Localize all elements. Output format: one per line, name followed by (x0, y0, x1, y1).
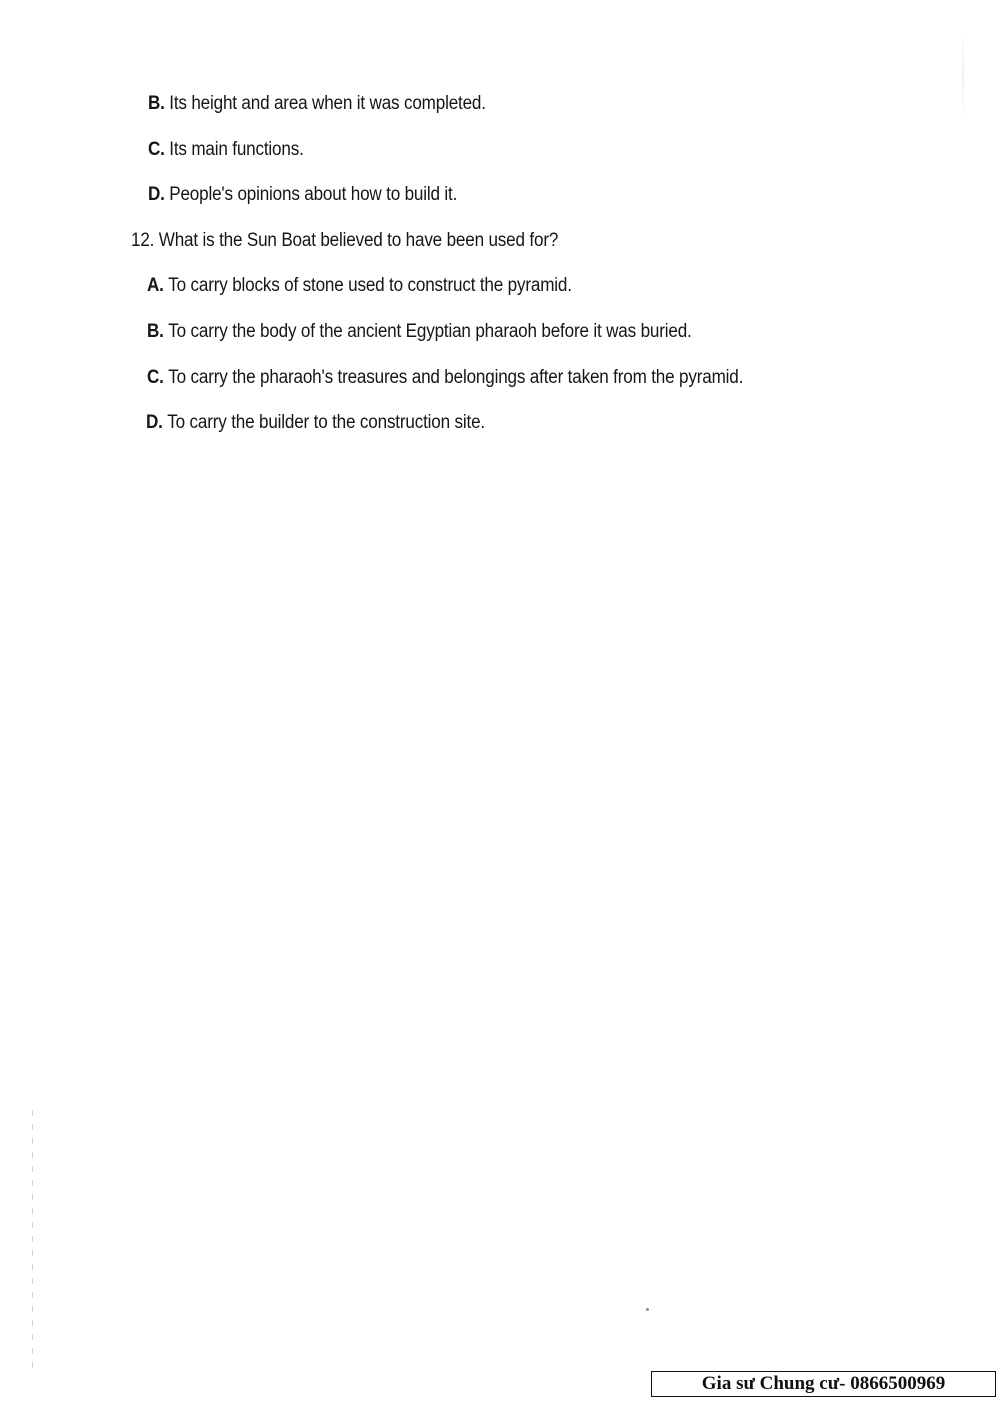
q12-option-c (147, 367, 743, 389)
scan-edge-artifact (962, 30, 964, 120)
option-text: People's opinions about how to build it. (169, 184, 458, 205)
footer-contact-label: Gia sư Chung cư- 0866500969 (651, 1371, 996, 1397)
option-letter: D. (146, 412, 163, 433)
option-letter: A. (147, 275, 164, 296)
q12-question (131, 230, 558, 252)
option-letter: C. (148, 139, 165, 160)
option-letter: B. (148, 93, 165, 114)
scan-edge-artifact (32, 1110, 33, 1370)
option-letter: B. (147, 321, 164, 342)
question-number: 12. (131, 230, 155, 251)
option-text: To carry the builder to the construction site. (167, 412, 485, 433)
q12-option-b (147, 321, 692, 343)
question-text: What is the Sun Boat believed to have been used for? (158, 230, 559, 251)
option-letter: D. (148, 184, 165, 205)
q11-option-d (148, 184, 457, 206)
q11-option-c (148, 139, 304, 161)
option-text: To carry blocks of stone used to construct the pyramid. (168, 275, 572, 296)
option-letter: C. (147, 367, 164, 388)
q12-option-a (147, 275, 572, 297)
option-text: Its main functions. (169, 139, 304, 160)
option-text: To carry the body of the ancient Egyptian pharaoh before it was buried. (168, 321, 692, 342)
q11-option-b (148, 93, 486, 115)
q12-option-d (146, 412, 485, 434)
option-text: Its height and area when it was completed. (169, 93, 486, 114)
option-text: To carry the pharaoh's treasures and belongings after taken from the pyramid. (168, 367, 744, 388)
scan-speck (646, 1308, 649, 1311)
